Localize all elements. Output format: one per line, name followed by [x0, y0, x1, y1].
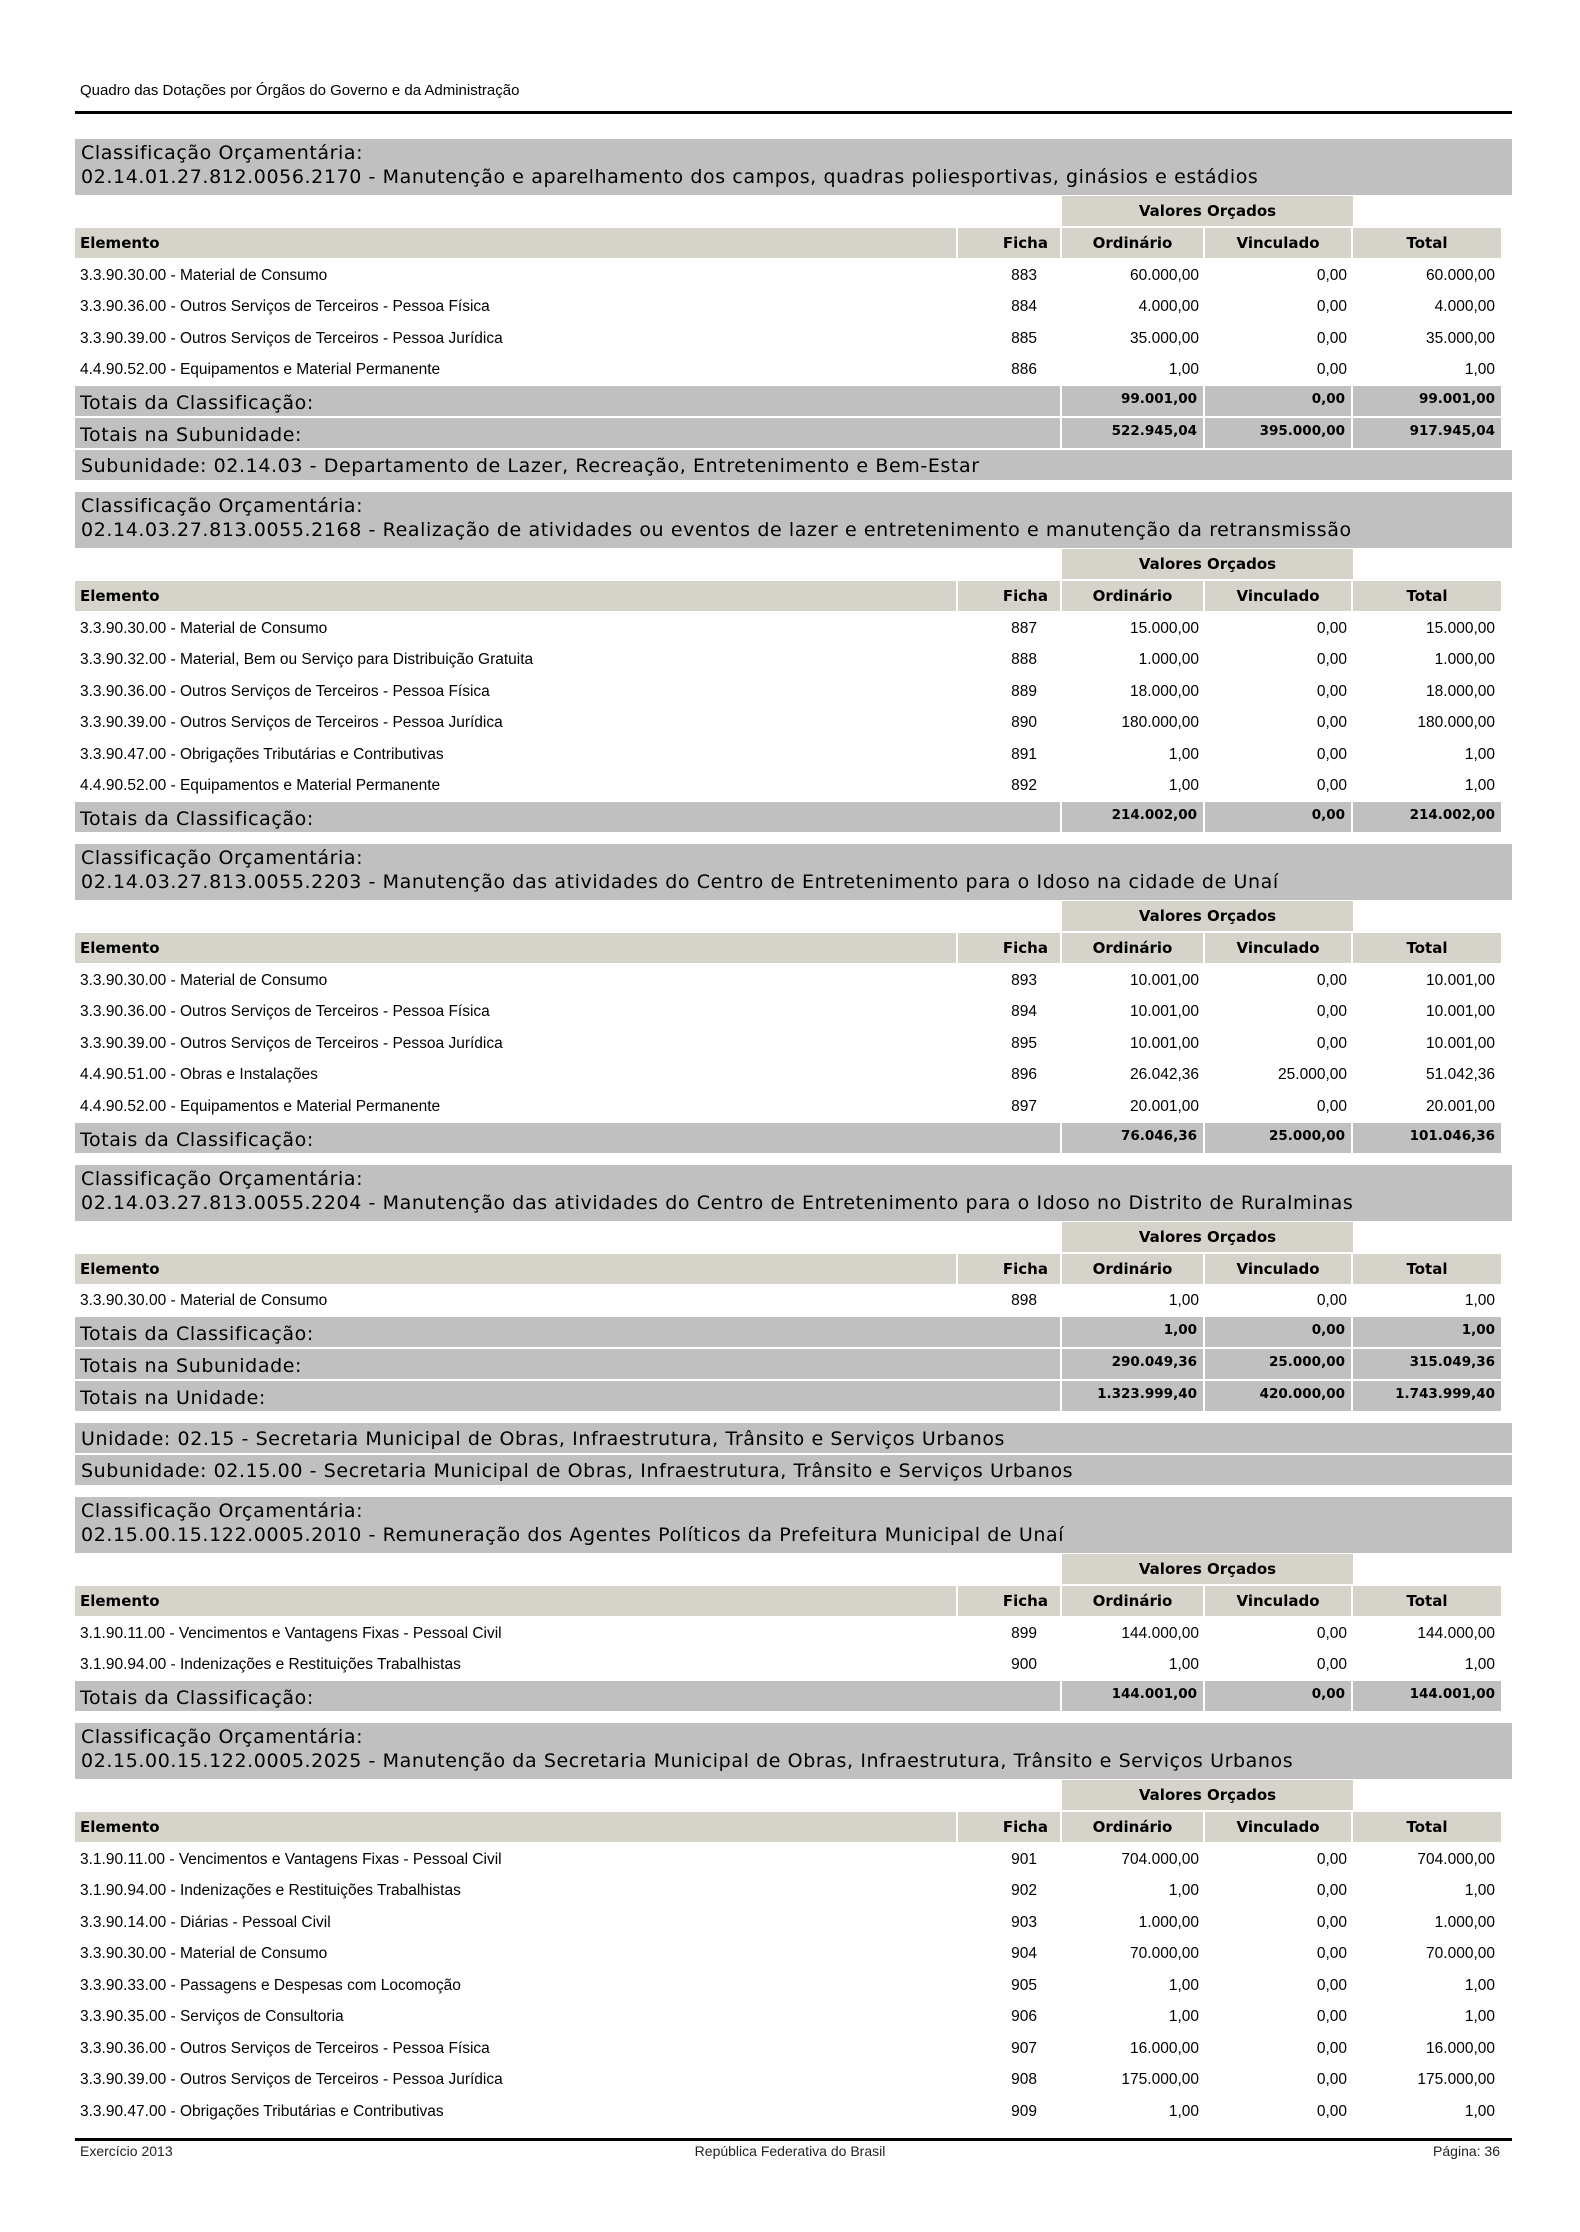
- table-row: [75, 1028, 1512, 1060]
- cell-elemento: 3.1.90.94.00 - Indenizações e Restituições Trabalhistas: [80, 1656, 461, 1674]
- totals-label: Totais da Classificação:: [75, 386, 1062, 416]
- column-header-vinculado: Vinculado: [1205, 1586, 1353, 1616]
- classification-label: Classificação Orçamentária:: [81, 1500, 364, 1522]
- cell-total: 1,00: [1464, 1882, 1495, 1900]
- cell-elemento: 3.3.90.33.00 - Passagens e Despesas com Locomoção: [80, 1976, 461, 1994]
- column-header-ficha: Ficha: [958, 581, 1062, 611]
- cell-ficha: 898: [1011, 1292, 1037, 1310]
- totals-total: 99.001,00: [1353, 386, 1501, 416]
- cell-ordinario: 1,00: [1168, 2008, 1199, 2026]
- cell-elemento: 3.3.90.32.00 - Material, Bem ou Serviço para Distribuição Gratuita: [80, 651, 534, 669]
- table-column-headers: [75, 581, 1512, 611]
- unit-heading: Unidade: 02.15 - Secretaria Municipal de Obras, Infraestrutura, Trânsito e Serviços Urbanos: [75, 1423, 1512, 1453]
- totals-label: Totais da Classificação:: [75, 1317, 1062, 1347]
- totals-vinculado: 25.000,00: [1205, 1349, 1353, 1379]
- column-header-total: Total: [1353, 581, 1501, 611]
- column-header-vinculado: Vinculado: [1205, 228, 1353, 258]
- cell-elemento: 3.3.90.30.00 - Material de Consumo: [80, 971, 328, 989]
- classification-header: [75, 844, 1512, 900]
- classification-header: [75, 1497, 1512, 1553]
- totals-total: 144.001,00: [1353, 1681, 1501, 1711]
- cell-total: 1,00: [1464, 1292, 1495, 1310]
- column-header-ficha: Ficha: [958, 1812, 1062, 1842]
- cell-ordinario: 10.001,00: [1130, 1034, 1199, 1052]
- totals-ordinario: 522.945,04: [1062, 418, 1205, 448]
- totals-ordinario: 76.046,36: [1062, 1123, 1205, 1153]
- table-row: [75, 771, 1512, 803]
- cell-vinculado: 0,00: [1316, 1913, 1347, 1931]
- cell-vinculado: 0,00: [1316, 1945, 1347, 1963]
- totals-vinculado: 0,00: [1205, 386, 1353, 416]
- cell-ficha: 908: [1011, 2071, 1037, 2089]
- cell-ordinario: 704.000,00: [1121, 1850, 1199, 1868]
- page-header-title: Quadro das Dotações por Órgãos do Governo e da Administração: [80, 82, 520, 99]
- cell-ordinario: 4.000,00: [1138, 298, 1199, 316]
- table-row: [75, 965, 1512, 997]
- classification-code: 02.15.00.15.122.0005.2025 - Manutenção da Secretaria Municipal de Obras, Infraestrutura, Trânsito e Serviços Urbanos: [81, 1750, 1294, 1772]
- valores-spacer: [75, 1554, 1062, 1584]
- cell-ordinario: 1,00: [1168, 1656, 1199, 1674]
- cell-ficha: 888: [1011, 651, 1037, 669]
- cell-ficha: 897: [1011, 1097, 1037, 1115]
- cell-elemento: 3.3.90.39.00 - Outros Serviços de Terceiros - Pessoa Jurídica: [80, 714, 503, 732]
- totals-classification-row: [75, 1123, 1512, 1153]
- cell-ficha: 895: [1011, 1034, 1037, 1052]
- cell-vinculado: 25.000,00: [1278, 1066, 1347, 1084]
- cell-elemento: 3.1.90.11.00 - Vencimentos e Vantagens Fixas - Pessoal Civil: [80, 1850, 502, 1868]
- cell-ordinario: 1,00: [1168, 1292, 1199, 1310]
- cell-ordinario: 175.000,00: [1121, 2071, 1199, 2089]
- cell-total: 16.000,00: [1426, 2039, 1495, 2057]
- totals-total: 1,00: [1353, 1317, 1501, 1347]
- table-row: [75, 1618, 1512, 1650]
- totals-classification-row: [75, 802, 1512, 832]
- cell-total: 1,00: [1464, 777, 1495, 795]
- cell-ordinario: 10.001,00: [1130, 971, 1199, 989]
- unit-heading: Subunidade: 02.15.00 - Secretaria Municipal de Obras, Infraestrutura, Trânsito e Serviços Urbanos: [75, 1455, 1512, 1485]
- totals-vinculado: 420.000,00: [1205, 1381, 1353, 1411]
- cell-ordinario: 1,00: [1168, 2102, 1199, 2120]
- cell-vinculado: 0,00: [1316, 619, 1347, 637]
- column-header-vinculado: Vinculado: [1205, 1254, 1353, 1284]
- cell-ficha: 901: [1011, 1850, 1037, 1868]
- column-header-elemento: Elemento: [75, 933, 958, 963]
- table-row: [75, 2002, 1512, 2034]
- column-header-vinculado: Vinculado: [1205, 581, 1353, 611]
- cell-vinculado: 0,00: [1316, 1976, 1347, 1994]
- table-row: [75, 2065, 1512, 2097]
- cell-total: 1,00: [1464, 2008, 1495, 2026]
- cell-elemento: 3.1.90.11.00 - Vencimentos e Vantagens Fixas - Pessoal Civil: [80, 1624, 502, 1642]
- cell-ordinario: 26.042,36: [1130, 1066, 1199, 1084]
- cell-elemento: 3.3.90.30.00 - Material de Consumo: [80, 1945, 328, 1963]
- cell-vinculado: 0,00: [1316, 2039, 1347, 2057]
- cell-vinculado: 0,00: [1316, 2008, 1347, 2026]
- classification-label: Classificação Orçamentária:: [81, 1167, 364, 1190]
- cell-total: 4.000,00: [1434, 298, 1495, 316]
- cell-total: 1.000,00: [1434, 1913, 1495, 1931]
- cell-elemento: 3.3.90.14.00 - Diárias - Pessoal Civil: [80, 1913, 331, 1931]
- header-rule: [75, 111, 1512, 114]
- classification-header: [75, 1165, 1512, 1221]
- cell-vinculado: 0,00: [1316, 298, 1347, 316]
- cell-vinculado: 0,00: [1316, 971, 1347, 989]
- cell-elemento: 3.3.90.36.00 - Outros Serviços de Terceiros - Pessoa Física: [80, 298, 490, 316]
- cell-ficha: 899: [1011, 1624, 1037, 1642]
- cell-ficha: 896: [1011, 1066, 1037, 1084]
- cell-vinculado: 0,00: [1316, 1097, 1347, 1115]
- valores-orcados-row: [75, 1780, 1512, 1810]
- cell-total: 1.000,00: [1434, 651, 1495, 669]
- cell-ordinario: 60.000,00: [1130, 266, 1199, 284]
- cell-ficha: 894: [1011, 1003, 1037, 1021]
- cell-ficha: 906: [1011, 2008, 1037, 2026]
- table-column-headers: [75, 228, 1512, 258]
- cell-total: 175.000,00: [1417, 2071, 1495, 2089]
- table-row: [75, 260, 1512, 292]
- cell-ordinario: 1,00: [1168, 745, 1199, 763]
- totals-subunidade-row: [75, 1349, 1512, 1379]
- classification-code: 02.14.03.27.813.0055.2204 - Manutenção das atividades do Centro de Entretenimento para o Idoso no Distrito de Ruralminas: [81, 1191, 1354, 1214]
- cell-ordinario: 1.000,00: [1138, 1913, 1199, 1931]
- cell-ordinario: 1,00: [1168, 1882, 1199, 1900]
- cell-vinculado: 0,00: [1316, 2071, 1347, 2089]
- footer-exercise-year: Exercício 2013: [80, 2143, 173, 2159]
- cell-elemento: 3.1.90.94.00 - Indenizações e Restituições Trabalhistas: [80, 1882, 461, 1900]
- table-row: [75, 292, 1512, 324]
- cell-ficha: 891: [1011, 745, 1037, 763]
- column-header-elemento: Elemento: [75, 228, 958, 258]
- table-row: [75, 739, 1512, 771]
- cell-vinculado: 0,00: [1316, 745, 1347, 763]
- totals-vinculado: 0,00: [1205, 802, 1353, 832]
- cell-ficha: 905: [1011, 1976, 1037, 1994]
- cell-total: 20.001,00: [1426, 1097, 1495, 1115]
- cell-total: 1,00: [1464, 1656, 1495, 1674]
- valores-orcados-row: [75, 901, 1512, 931]
- cell-ficha: 892: [1011, 777, 1037, 795]
- totals-subunidade-row: [75, 418, 1512, 448]
- valores-orcados-row: [75, 1222, 1512, 1252]
- valores-orcados-header: Valores Orçados: [1062, 196, 1353, 226]
- table-row: [75, 613, 1512, 645]
- cell-total: 1,00: [1464, 745, 1495, 763]
- column-header-ordinario: Ordinário: [1062, 933, 1205, 963]
- valores-orcados-header: Valores Orçados: [1062, 1780, 1353, 1810]
- totals-ordinario: 290.049,36: [1062, 1349, 1205, 1379]
- column-header-total: Total: [1353, 228, 1501, 258]
- section-gap: [75, 482, 1512, 492]
- cell-ordinario: 16.000,00: [1130, 2039, 1199, 2057]
- totals-label: Totais da Classificação:: [75, 802, 1062, 832]
- table-column-headers: [75, 1254, 1512, 1284]
- cell-total: 1,00: [1464, 361, 1495, 379]
- section-gap: [75, 1413, 1512, 1423]
- column-header-elemento: Elemento: [75, 1586, 958, 1616]
- column-header-ordinario: Ordinário: [1062, 1254, 1205, 1284]
- cell-vinculado: 0,00: [1316, 1656, 1347, 1674]
- cell-ficha: 883: [1011, 266, 1037, 284]
- totals-vinculado: 25.000,00: [1205, 1123, 1353, 1153]
- cell-total: 15.000,00: [1426, 619, 1495, 637]
- totals-label: Totais na Subunidade:: [75, 418, 1062, 448]
- cell-ficha: 890: [1011, 714, 1037, 732]
- valores-orcados-header: Valores Orçados: [1062, 549, 1353, 579]
- classification-code: 02.14.03.27.813.0055.2168 - Realização de atividades ou eventos de lazer e entretenimento e manutenção da retransmissão: [81, 519, 1352, 541]
- cell-elemento: 3.3.90.39.00 - Outros Serviços de Terceiros - Pessoa Jurídica: [80, 2071, 503, 2089]
- cell-ordinario: 20.001,00: [1130, 1097, 1199, 1115]
- cell-ordinario: 1,00: [1168, 777, 1199, 795]
- classification-header: [75, 139, 1512, 195]
- cell-vinculado: 0,00: [1316, 1624, 1347, 1642]
- totals-ordinario: 1.323.999,40: [1062, 1381, 1205, 1411]
- table-row: [75, 323, 1512, 355]
- table-row: [75, 1876, 1512, 1908]
- column-header-elemento: Elemento: [75, 581, 958, 611]
- totals-classification-row: [75, 1681, 1512, 1711]
- column-header-ordinario: Ordinário: [1062, 228, 1205, 258]
- cell-ordinario: 144.000,00: [1121, 1624, 1199, 1642]
- column-header-total: Total: [1353, 1812, 1501, 1842]
- column-header-ordinario: Ordinário: [1062, 581, 1205, 611]
- cell-elemento: 3.3.90.30.00 - Material de Consumo: [80, 1292, 328, 1310]
- valores-orcados-header: Valores Orçados: [1062, 1554, 1353, 1584]
- cell-elemento: 4.4.90.51.00 - Obras e Instalações: [80, 1066, 318, 1084]
- table-column-headers: [75, 1812, 1512, 1842]
- totals-label: Totais na Subunidade:: [75, 1349, 1062, 1379]
- section-gap: [75, 834, 1512, 844]
- footer-country: República Federativa do Brasil: [694, 2143, 886, 2159]
- cell-total: 51.042,36: [1426, 1066, 1495, 1084]
- cell-vinculado: 0,00: [1316, 1003, 1347, 1021]
- totals-label: Totais da Classificação:: [75, 1123, 1062, 1153]
- valores-orcados-row: [75, 196, 1512, 226]
- cell-vinculado: 0,00: [1316, 2102, 1347, 2120]
- totals-total: 917.945,04: [1353, 418, 1501, 448]
- cell-ordinario: 1,00: [1168, 361, 1199, 379]
- totals-total: 315.049,36: [1353, 1349, 1501, 1379]
- valores-spacer: [75, 901, 1062, 931]
- classification-label: Classificação Orçamentária:: [81, 1726, 364, 1748]
- cell-ficha: 887: [1011, 619, 1037, 637]
- totals-total: 214.002,00: [1353, 802, 1501, 832]
- cell-vinculado: 0,00: [1316, 1034, 1347, 1052]
- cell-vinculado: 0,00: [1316, 682, 1347, 700]
- table-row: [75, 1939, 1512, 1971]
- cell-elemento: 3.3.90.39.00 - Outros Serviços de Terceiros - Pessoa Jurídica: [80, 1034, 503, 1052]
- classification-code: 02.14.03.27.813.0055.2203 - Manutenção das atividades do Centro de Entretenimento para o Idoso na cidade de Unaí: [81, 871, 1279, 893]
- cell-elemento: 3.3.90.36.00 - Outros Serviços de Terceiros - Pessoa Física: [80, 682, 490, 700]
- cell-ficha: 903: [1011, 1913, 1037, 1931]
- cell-elemento: 3.3.90.36.00 - Outros Serviços de Terceiros - Pessoa Física: [80, 2039, 490, 2057]
- table-row: [75, 1970, 1512, 2002]
- cell-ficha: 902: [1011, 1882, 1037, 1900]
- valores-orcados-row: [75, 1554, 1512, 1584]
- column-header-vinculado: Vinculado: [1205, 1812, 1353, 1842]
- cell-elemento: 4.4.90.52.00 - Equipamentos e Material Permanente: [80, 361, 441, 379]
- classification-label: Classificação Orçamentária:: [81, 847, 364, 869]
- totals-vinculado: 395.000,00: [1205, 418, 1353, 448]
- table-row: [75, 1844, 1512, 1876]
- totals-total: 101.046,36: [1353, 1123, 1501, 1153]
- cell-ordinario: 18.000,00: [1130, 682, 1199, 700]
- cell-total: 60.000,00: [1426, 266, 1495, 284]
- totals-label: Totais da Classificação:: [75, 1681, 1062, 1711]
- cell-elemento: 3.3.90.30.00 - Material de Consumo: [80, 619, 328, 637]
- totals-vinculado: 0,00: [1205, 1317, 1353, 1347]
- cell-vinculado: 0,00: [1316, 651, 1347, 669]
- valores-spacer: [75, 196, 1062, 226]
- cell-vinculado: 0,00: [1316, 1882, 1347, 1900]
- cell-ficha: 886: [1011, 361, 1037, 379]
- table-row: [75, 708, 1512, 740]
- cell-ordinario: 15.000,00: [1130, 619, 1199, 637]
- totals-label: Totais na Unidade:: [75, 1381, 1062, 1411]
- classification-header: [75, 1723, 1512, 1779]
- cell-elemento: 4.4.90.52.00 - Equipamentos e Material Permanente: [80, 777, 441, 795]
- totals-ordinario: 144.001,00: [1062, 1681, 1205, 1711]
- valores-spacer: [75, 1780, 1062, 1810]
- table-row: [75, 355, 1512, 387]
- cell-total: 10.001,00: [1426, 1034, 1495, 1052]
- table-row: [75, 1907, 1512, 1939]
- cell-vinculado: 0,00: [1316, 329, 1347, 347]
- classification-label: Classificação Orçamentária:: [81, 495, 364, 517]
- totals-vinculado: 0,00: [1205, 1681, 1353, 1711]
- footer-rule: [75, 2138, 1512, 2141]
- unit-heading: Subunidade: 02.14.03 - Departamento de Lazer, Recreação, Entretenimento e Bem-Estar: [75, 450, 1512, 480]
- cell-ficha: 907: [1011, 2039, 1037, 2057]
- cell-ordinario: 1,00: [1168, 1976, 1199, 1994]
- cell-ficha: 885: [1011, 329, 1037, 347]
- cell-ficha: 900: [1011, 1656, 1037, 1674]
- section-gap: [75, 1155, 1512, 1165]
- column-header-elemento: Elemento: [75, 1812, 958, 1842]
- budget-report: [75, 139, 1512, 2128]
- valores-spacer: [75, 549, 1062, 579]
- cell-total: 1,00: [1464, 2102, 1495, 2120]
- cell-total: 18.000,00: [1426, 682, 1495, 700]
- cell-vinculado: 0,00: [1316, 714, 1347, 732]
- valores-orcados-row: [75, 549, 1512, 579]
- cell-ficha: 893: [1011, 971, 1037, 989]
- cell-total: 1,00: [1464, 1976, 1495, 1994]
- table-row: [75, 2096, 1512, 2128]
- cell-ordinario: 180.000,00: [1121, 714, 1199, 732]
- column-header-vinculado: Vinculado: [1205, 933, 1353, 963]
- cell-elemento: 3.3.90.47.00 - Obrigações Tributárias e Contributivas: [80, 2102, 444, 2120]
- classification-header: [75, 492, 1512, 548]
- table-row: [75, 2033, 1512, 2065]
- table-row: [75, 1650, 1512, 1682]
- valores-orcados-header: Valores Orçados: [1062, 1222, 1353, 1252]
- table-row: [75, 1286, 1512, 1318]
- cell-ordinario: 10.001,00: [1130, 1003, 1199, 1021]
- cell-total: 10.001,00: [1426, 971, 1495, 989]
- column-header-total: Total: [1353, 1586, 1501, 1616]
- cell-ficha: 909: [1011, 2102, 1037, 2120]
- cell-total: 144.000,00: [1417, 1624, 1495, 1642]
- table-row: [75, 997, 1512, 1029]
- cell-ficha: 884: [1011, 298, 1037, 316]
- cell-vinculado: 0,00: [1316, 266, 1347, 284]
- classification-code: 02.14.01.27.812.0056.2170 - Manutenção e aparelhamento dos campos, quadras poliesportivas, ginásios e estádios: [81, 166, 1259, 188]
- classification-label: Classificação Orçamentária:: [81, 142, 364, 164]
- totals-ordinario: 1,00: [1062, 1317, 1205, 1347]
- cell-total: 35.000,00: [1426, 329, 1495, 347]
- cell-elemento: 3.3.90.35.00 - Serviços de Consultoria: [80, 2008, 344, 2026]
- cell-ficha: 889: [1011, 682, 1037, 700]
- totals-total: 1.743.999,40: [1353, 1381, 1501, 1411]
- column-header-total: Total: [1353, 933, 1501, 963]
- cell-total: 70.000,00: [1426, 1945, 1495, 1963]
- cell-ordinario: 1.000,00: [1138, 651, 1199, 669]
- classification-code: 02.15.00.15.122.0005.2010 - Remuneração dos Agentes Políticos da Prefeitura Municipal de Unaí: [81, 1524, 1065, 1546]
- valores-orcados-header: Valores Orçados: [1062, 901, 1353, 931]
- table-row: [75, 1091, 1512, 1123]
- cell-total: 10.001,00: [1426, 1003, 1495, 1021]
- column-header-ficha: Ficha: [958, 228, 1062, 258]
- cell-elemento: 3.3.90.47.00 - Obrigações Tributárias e Contributivas: [80, 745, 444, 763]
- table-row: [75, 645, 1512, 677]
- cell-vinculado: 0,00: [1316, 1850, 1347, 1868]
- table-column-headers: [75, 1586, 1512, 1616]
- cell-ficha: 904: [1011, 1945, 1037, 1963]
- valores-spacer: [75, 1222, 1062, 1252]
- column-header-ficha: Ficha: [958, 1586, 1062, 1616]
- column-header-ficha: Ficha: [958, 1254, 1062, 1284]
- cell-elemento: 3.3.90.36.00 - Outros Serviços de Terceiros - Pessoa Física: [80, 1003, 490, 1021]
- table-row: [75, 676, 1512, 708]
- column-header-total: Total: [1353, 1254, 1501, 1284]
- totals-classification-row: [75, 386, 1512, 416]
- cell-vinculado: 0,00: [1316, 1292, 1347, 1310]
- table-row: [75, 1060, 1512, 1092]
- cell-vinculado: 0,00: [1316, 777, 1347, 795]
- section-gap: [75, 1713, 1512, 1723]
- cell-vinculado: 0,00: [1316, 361, 1347, 379]
- totals-unidade-row: [75, 1381, 1512, 1411]
- cell-elemento: 3.3.90.30.00 - Material de Consumo: [80, 266, 328, 284]
- cell-total: 180.000,00: [1417, 714, 1495, 732]
- column-header-ordinario: Ordinário: [1062, 1586, 1205, 1616]
- column-header-elemento: Elemento: [75, 1254, 958, 1284]
- cell-ordinario: 35.000,00: [1130, 329, 1199, 347]
- cell-total: 704.000,00: [1417, 1850, 1495, 1868]
- section-gap: [75, 1487, 1512, 1497]
- footer-page-number: Página: 36: [1433, 2143, 1500, 2159]
- totals-ordinario: 214.002,00: [1062, 802, 1205, 832]
- cell-elemento: 4.4.90.52.00 - Equipamentos e Material Permanente: [80, 1097, 441, 1115]
- table-column-headers: [75, 933, 1512, 963]
- cell-elemento: 3.3.90.39.00 - Outros Serviços de Terceiros - Pessoa Jurídica: [80, 329, 503, 347]
- totals-classification-row: [75, 1317, 1512, 1347]
- column-header-ficha: Ficha: [958, 933, 1062, 963]
- cell-ordinario: 70.000,00: [1130, 1945, 1199, 1963]
- totals-ordinario: 99.001,00: [1062, 386, 1205, 416]
- column-header-ordinario: Ordinário: [1062, 1812, 1205, 1842]
